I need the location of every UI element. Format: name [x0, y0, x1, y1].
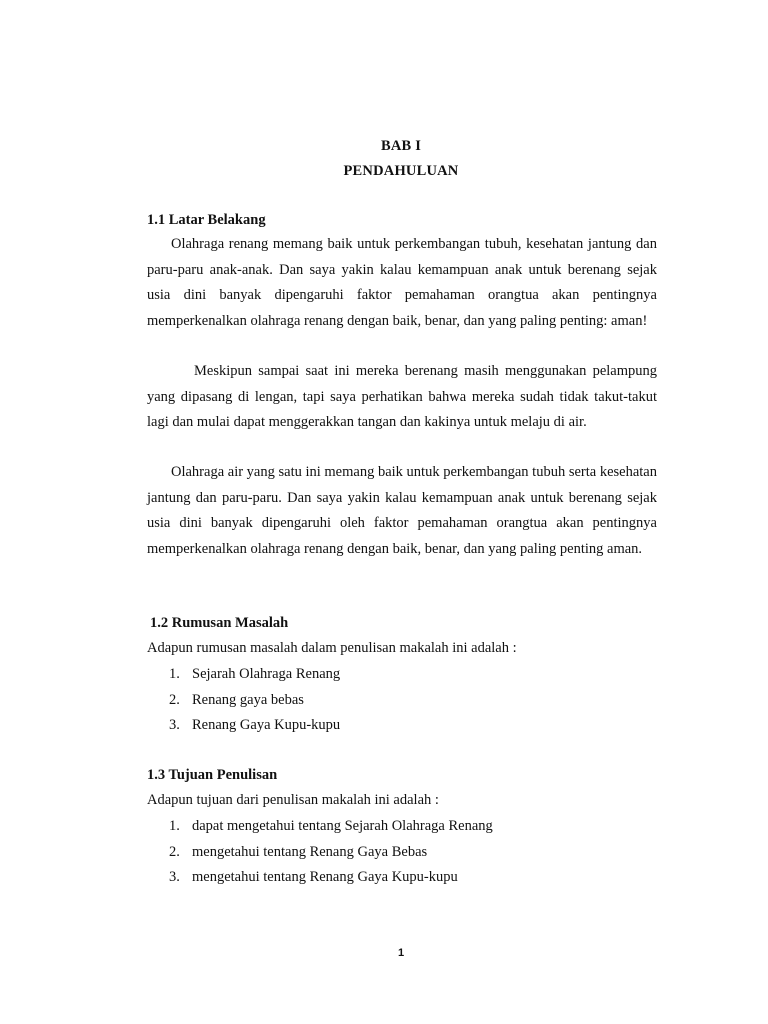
list-item-text: mengetahui tentang Renang Gaya Kupu-kupu	[192, 869, 458, 885]
paragraph: Olahraga air yang satu ini memang baik untuk perkembangan tubuh serta kesehatan jantung dan paru-paru. Dan saya yakin kalau kemampuan anak untuk berenang sejak usia dini banyak dipengaruhi oleh faktor pemahaman orangtua akan pentingnya memperkenalkan olahraga renang dengan baik, benar, dan yang paling penting aman.	[147, 464, 657, 557]
list-item-number: 2.	[169, 691, 180, 708]
section-heading-tujuan-penulisan: 1.3 Tujuan Penulisan	[147, 767, 278, 783]
section-intro: Adapun rumusan masalah dalam penulisan makalah ini adalah :	[147, 640, 517, 656]
list-item	[169, 662, 340, 688]
paragraph: Olahraga renang memang baik untuk perkembangan tubuh, kesehatan jantung dan paru-paru anak-anak. Dan saya yakin kalau kemampuan anak untuk berenang sejak usia dini banyak dipengaruhi faktor pemahaman orangtua akan pentingnya memperkenalkan olahraga renang dengan baik, benar, dan yang paling penting: aman!	[147, 236, 657, 329]
tujuan-list	[169, 814, 493, 891]
section-intro: Adapun tujuan dari penulisan makalah ini adalah :	[147, 792, 439, 808]
list-item-number: 3.	[169, 869, 180, 885]
section-heading-latar-belakang: 1.1 Latar Belakang	[147, 212, 266, 228]
list-item-number: 3.	[169, 717, 180, 733]
list-item-text: Sejarah Olahraga Renang	[192, 666, 341, 682]
list-item-text: Renang Gaya Kupu-kupu	[192, 717, 341, 733]
chapter-label: BAB I	[380, 138, 422, 154]
rumusan-list	[169, 662, 340, 739]
page-number: 1	[397, 947, 405, 959]
list-item	[169, 713, 340, 739]
list-item	[169, 865, 493, 891]
list-item	[169, 840, 493, 866]
list-item-number: 2.	[169, 843, 180, 860]
list-item	[169, 814, 493, 840]
list-item-number: 1.	[169, 818, 180, 834]
chapter-title: PENDAHULUAN	[343, 163, 459, 179]
list-item-text: dapat mengetahui tentang Sejarah Olahraga Renang	[192, 818, 493, 834]
list-item	[169, 688, 340, 714]
list-item-text: mengetahui tentang Renang Gaya Bebas	[192, 843, 428, 860]
list-item-text: Renang gaya bebas	[192, 691, 304, 708]
list-item-number: 1.	[169, 666, 180, 682]
section-heading-rumusan-masalah: 1.2 Rumusan Masalah	[150, 615, 289, 631]
paragraph: Meskipun sampai saat ini mereka berenang masih menggunakan pelampung yang dipasang di lengan, tapi saya perhatikan bahwa mereka sudah tidak takut-takut lagi dan mulai dapat menggerakkan tangan dan kakinya untuk melaju di air.	[147, 363, 657, 430]
